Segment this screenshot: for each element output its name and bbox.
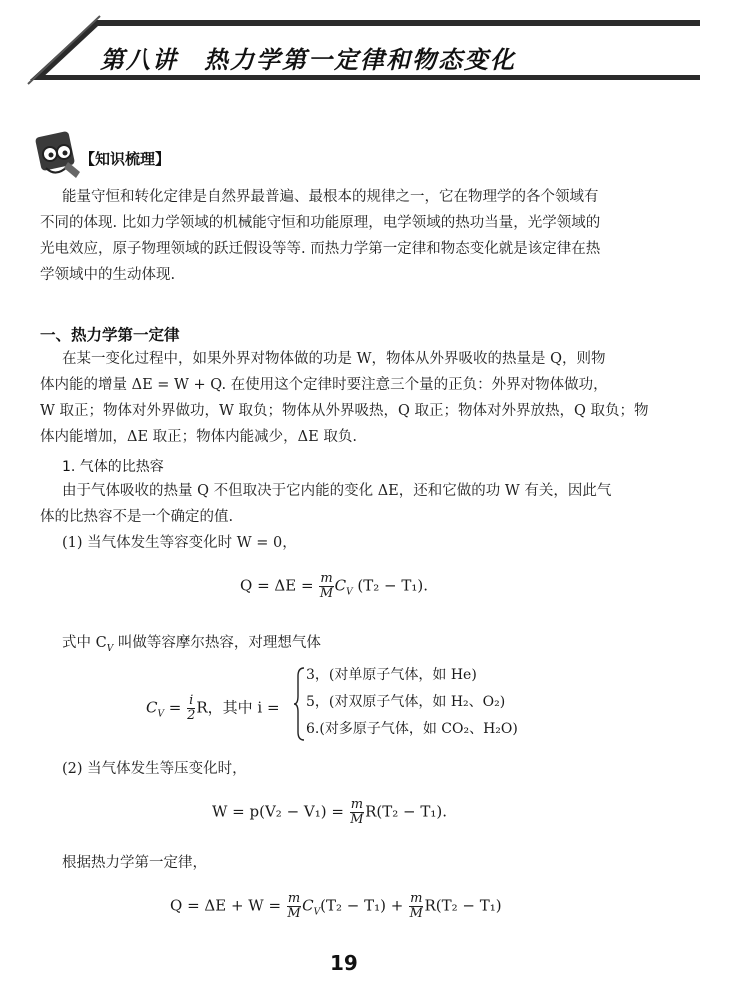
fraction-m-over-M-3: $\frac{m}{M}$ <box>287 891 301 921</box>
page-number: 19 <box>330 951 358 975</box>
part1-heading: 一、热力学第一定律 <box>40 326 180 344</box>
fraction-i-over-2: $\frac{i}{2}$ <box>187 693 196 723</box>
section-label: 【知识梳理】 <box>80 150 171 168</box>
cv-note: 式中 $C_V$ 叫做等容摩尔热容，对理想气体 <box>62 635 321 654</box>
equation-1: Q = ΔE = $\frac{m}{M}$ $C_V$ (T₂ − T₁). <box>240 571 429 601</box>
sub1-line-2: 体的比热容不是一个确定的值. <box>40 509 234 525</box>
subsection-heading: 1. 气体的比热容 <box>62 459 164 475</box>
fraction-m-over-M-4: $\frac{m}{M}$ <box>409 891 423 921</box>
part1-line-2: 体内能的增量 ΔE = W + Q. 在使用这个定律时要注意三个量的正负：外界对物体做功， <box>40 377 608 393</box>
intro-line-2: 不同的体现. 比如力学领域的机械能守恒和功能原理，电学领域的热功当量，光学领域的 <box>40 215 601 231</box>
intro-line-1: 能量守恒和转化定律是自然界最普遍、最根本的规律之一，它在物理学的各个领域有 <box>62 189 599 205</box>
fraction-m-over-M-2: $\frac{m}{M}$ <box>350 797 364 827</box>
intro-line-3: 光电效应，原子物理领域的跃迁假设等等. 而热力学第一定律和物态变化就是该定律在热 <box>40 241 601 257</box>
case2-text: (2) 当气体发生等压变化时， <box>62 761 247 777</box>
equation-3: W = p(V₂ − V₁) = $\frac{m}{M}$ R(T₂ − T₁). <box>212 797 447 827</box>
brace <box>293 666 305 742</box>
chapter-title: 第八讲 热力学第一定律和物态变化 <box>100 46 516 74</box>
intro-line-4: 学领域中的生动体现. <box>40 267 176 283</box>
option-line-2: 5，(对双原子气体，如 H₂、O₂) <box>306 694 506 710</box>
sub1-line-1: 由于气体吸收的热量 Q 不但取决于它内能的变化 ΔE，还和它做的功 W 有关，因此气 <box>62 483 612 499</box>
option-line-1: 3，(对单原子气体，如 He) <box>306 667 477 683</box>
part1-line-3: W 取正；物体对外界做功，W 取负；物体从外界吸热，Q 取正；物体对外界放热，Q 取负；物 <box>40 403 649 419</box>
fraction-m-over-M: $\frac{m}{M}$ <box>319 571 334 601</box>
part1-line-4: 体内能增加，ΔE 取正；物体内能减少，ΔE 取负. <box>40 429 357 445</box>
by-law-text: 根据热力学第一定律， <box>62 855 207 871</box>
eq1-left: Q = ΔE = <box>240 576 314 595</box>
part1-line-1: 在某一变化过程中，如果外界对物体做的功是 W，物体从外界吸收的热量是 Q，则物 <box>62 351 606 367</box>
equation-2: $C_V$ = $\frac{i}{2}$ R，其中 i = <box>146 693 280 723</box>
option-line-3: 6.(对多原子气体，如 CO₂、H₂O) <box>306 721 518 737</box>
case1-text: (1) 当气体发生等容变化时 W = 0， <box>62 535 297 551</box>
eq1-tail: (T₂ − T₁). <box>357 576 429 595</box>
equation-4: Q = ΔE + W = $\frac{m}{M}$ $C_V(T_2 - T_1)$ + $\frac{m}{M}$ R(T₂ − T₁) <box>170 891 502 921</box>
mascot-icon <box>28 128 86 184</box>
